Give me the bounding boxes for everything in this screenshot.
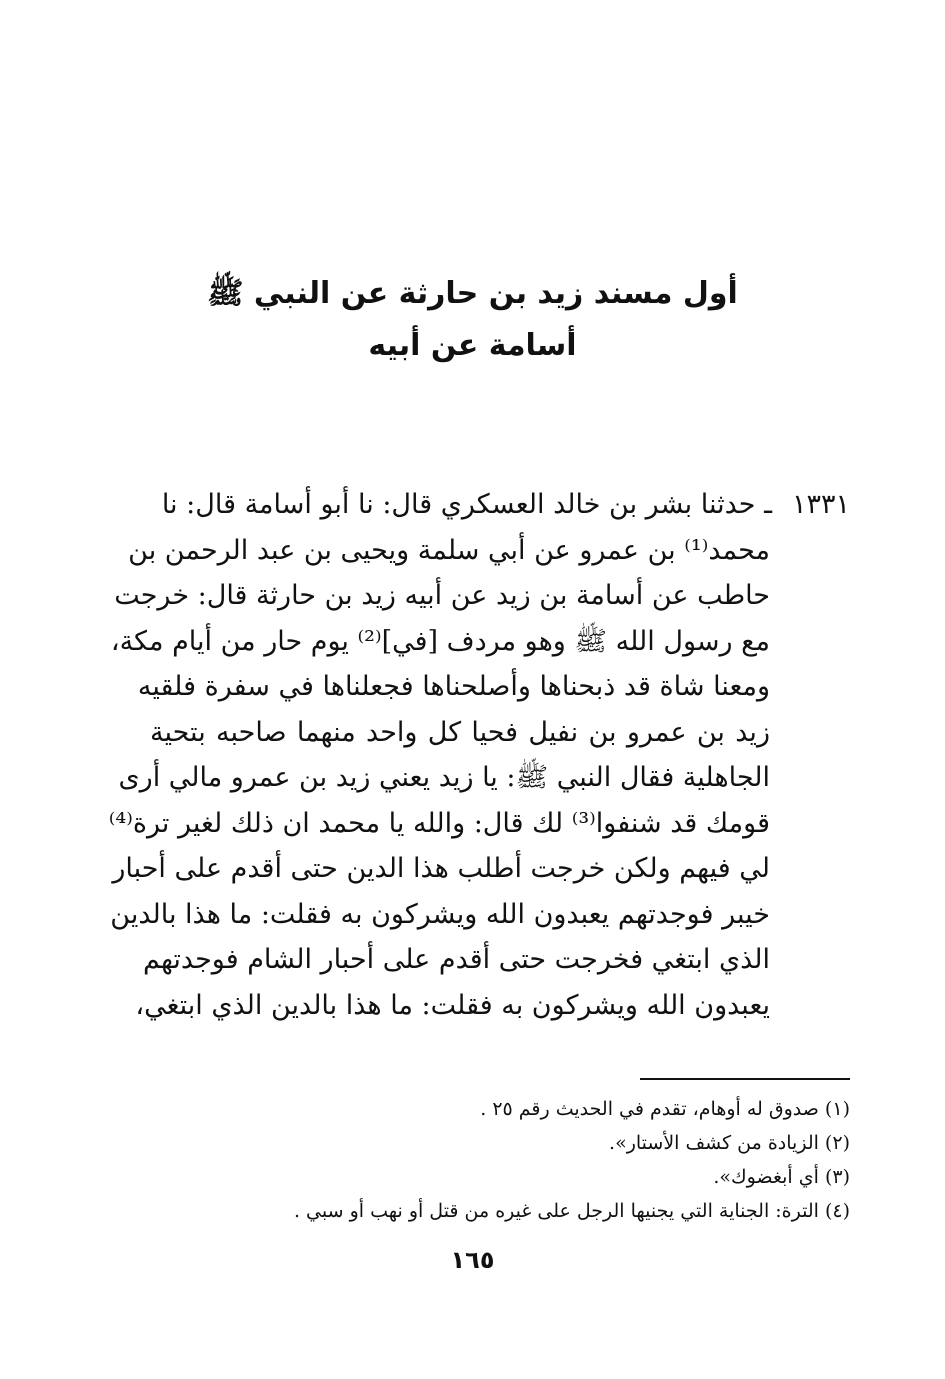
hadith-line — [150, 482, 850, 528]
hadith-line: ومعنا شاة قد ذبحناها وأصلحناها فجعلناها في سفرة فلقيه — [137, 671, 770, 702]
chapter-heading — [0, 268, 945, 372]
footnote-divider — [640, 1078, 850, 1080]
hadith-line: الذي ابتغي فخرجت حتى أقدم على أحبار الشام فوجدتهم — [142, 944, 770, 975]
hadith-line: محمد⁽¹⁾ بن عمرو عن أبي سلمة ويحيى بن عبد الرحمن بن — [128, 534, 770, 566]
hadith-line: مع رسول الله ﷺ وهو مردف [في]⁽²⁾ يوم حار من أيام مكة، — [110, 625, 770, 657]
footnote: (٤) الترة: الجناية التي يجنيها الرجل على غيره من قتل أو نهب أو سبي . — [293, 1200, 850, 1222]
chapter-title: أول مسند زيد بن حارثة عن النبي ﷺ — [207, 276, 738, 311]
hadith-line: خيبر فوجدتهم يعبدون الله ويشركون به فقلت: ما هذا بالدين — [110, 898, 770, 930]
hadith-text — [108, 482, 850, 1028]
footnote: (١) صدوق له أوهام، تقدم في الحديث رقم ٢٥ . — [480, 1098, 850, 1120]
chapter-subtitle: أسامة عن أبيه — [368, 328, 577, 363]
hadith-line: يعبدون الله ويشركون به فقلت: ما هذا بالدين الذي ابتغي، — [135, 989, 770, 1021]
hadith-line-text: ـ حدثنا بشر بن خالد العسكري قال: نا أبو أسامة قال: نا — [161, 489, 772, 520]
footnote: (٣) أي أبغضوك». — [713, 1166, 850, 1188]
hadith-line: حاطب عن أسامة بن زيد عن أبيه زيد بن حارثة قال: خرجت — [114, 580, 770, 611]
hadith-line: لي فيهم ولكن خرجت أطلب هذا الدين حتى أقدم على أحبار — [112, 853, 770, 884]
hadith-line: زيد بن عمرو بن نفيل فحيا كل واحد منهما صاحبه بتحية — [150, 716, 770, 748]
footnote: (٢) الزيادة من كشف الأستار». — [609, 1132, 850, 1154]
hadith-line: الجاهلية فقال النبي ﷺ: يا زيد يعني زيد بن عمرو مالي أرى — [118, 762, 770, 793]
page-number: ١٦٥ — [450, 1246, 495, 1274]
footnotes — [150, 1092, 850, 1228]
hadith-number: ١٣٣١ — [791, 489, 850, 520]
hadith-line: قومك قد شنفوا⁽³⁾ لك قال: والله يا محمد ان ذلك لغير ترة⁽⁴⁾ — [108, 807, 770, 839]
